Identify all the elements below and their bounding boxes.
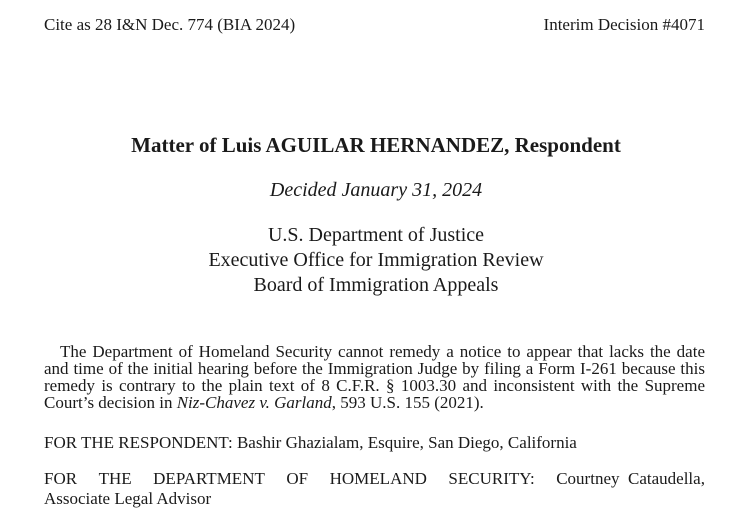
dhs-word: OF — [286, 469, 309, 488]
dhs-counsel-name — [556, 469, 705, 489]
dhs-word: Courtney — [556, 469, 620, 488]
dhs-counsel-line1 — [44, 469, 705, 489]
headnote-text-after: , 593 U.S. 155 (2021). — [331, 393, 484, 412]
agency-block — [0, 223, 752, 298]
dhs-counsel-title: Associate Legal Advisor — [44, 489, 212, 508]
decided-date: Decided January 31, 2024 — [269, 179, 483, 201]
agency-office: Executive Office for Immigration Review — [208, 249, 544, 271]
headnote-case-citation: Niz-Chavez v. Garland — [176, 393, 332, 412]
headnote-text-before: The Department of Homeland Security cannot remedy a notice to appear that lacks the date and time of the initial hearing before the Immigration Judge by filing a Form I-261 because this remedy is contrary to the plain text of 8 C.F.R. § 1003.30 and inconsistent with the Supreme Court’s decision in — [44, 342, 705, 412]
dhs-word: FOR — [44, 469, 78, 488]
dhs-word: HOMELAND — [329, 469, 427, 488]
decision-number-header: Interim Decision #4071 — [543, 15, 705, 34]
dhs-word: SECURITY: — [448, 469, 535, 488]
agency-board: Board of Immigration Appeals — [253, 274, 499, 296]
dhs-word: DEPARTMENT — [153, 469, 265, 488]
respondent-counsel: FOR THE RESPONDENT: Bashir Ghazialam, Esquire, San Diego, California — [44, 433, 577, 452]
case-title: Matter of Luis AGUILAR HERNANDEZ, Respondent — [131, 133, 621, 157]
dhs-counsel — [44, 469, 705, 509]
dhs-word: THE — [98, 469, 132, 488]
dhs-word: Cataudella, — [628, 469, 705, 488]
citation-header: Cite as 28 I&N Dec. 774 (BIA 2024) — [44, 15, 296, 34]
agency-department: U.S. Department of Justice — [267, 224, 485, 246]
headnote-paragraph — [44, 343, 705, 411]
